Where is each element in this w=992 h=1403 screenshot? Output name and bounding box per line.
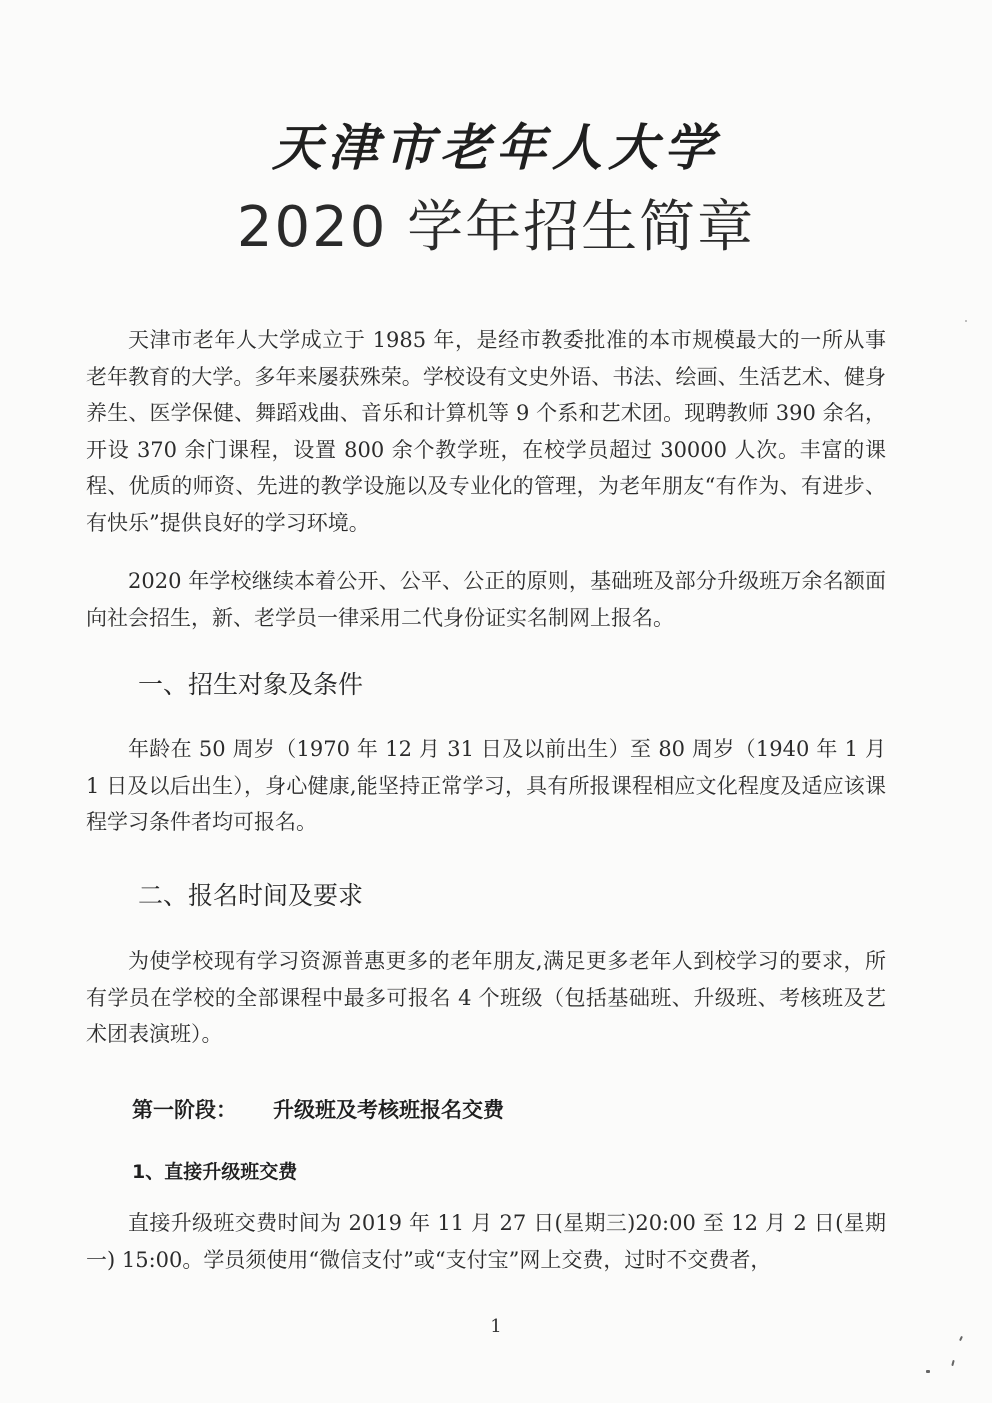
intro-paragraph-2: 2020 年学校继续本着公开、公平、公正的原则，基础班及部分升级班万余名额面向社会招生，新、老学员一律采用二代身份证实名制网上报名。 [86, 569, 886, 630]
intro-paragraph-1: 天津市老年人大学成立于 1985 年，是经市教委批准的本市规模最大的一所从事老年教育的大学。多年来屡获殊荣。学校设有文史外语、书法、绘画、生活艺术、健身养生、医学保健、舞蹈戏曲、音乐和计算机等 9 个系和艺术团。现聘教师 390 余名， 开设 370 余门课程，设置 800 余个教学班，在校学员超过 30000 人次。丰富的课程、优质的师资、先进的教学设施以及专业化的管理，为老年朋友“有作为、有进步、有快乐”提供良好的学习环境。 [86, 328, 886, 535]
document-title: 2020 学年招生简章 [236, 195, 756, 260]
item-heading-direct-upgrade: 1、直接升级班交费 [132, 1161, 298, 1183]
scan-speck [959, 1336, 963, 1341]
section-heading-registration-time: 二、报名时间及要求 [138, 881, 364, 910]
page-number: 1 [490, 1316, 502, 1337]
school-name-calligraphy: 天津市老年人大学 [272, 118, 720, 177]
scan-speck [965, 320, 967, 322]
eligibility-paragraph: 年龄在 50 周岁（1970 年 12 月 31 日及以前出生）至 80 周岁（1940 年 1 月 1 日及以后出生），身心健康,能坚持正常学习，具有所报课程相应文化程度及适应该课程学习条件者均可报名。 [86, 737, 886, 834]
direct-upgrade-paragraph: 直接升级班交费时间为 2019 年 11 月 27 日(星期三)20:00 至 12 月 2 日(星期一) 15:00。学员须使用“微信支付”或“支付宝”网上交费，过时不交费者， [86, 1211, 886, 1272]
stage-title: 升级班及考核班报名交费 [273, 1098, 504, 1122]
registration-paragraph: 为使学校现有学习资源普惠更多的老年朋友,满足更多老年人到校学习的要求，所有学员在学校的全部课程中最多可报名 4 个班级（包括基础班、升级班、考核班及艺术团表演班）。 [86, 949, 886, 1046]
stage-heading [132, 1095, 504, 1125]
stage-label: 第一阶段： [132, 1098, 237, 1122]
scan-speck [926, 1370, 930, 1373]
scan-speck [951, 1360, 954, 1366]
section-heading-eligibility: 一、招生对象及条件 [138, 670, 364, 699]
